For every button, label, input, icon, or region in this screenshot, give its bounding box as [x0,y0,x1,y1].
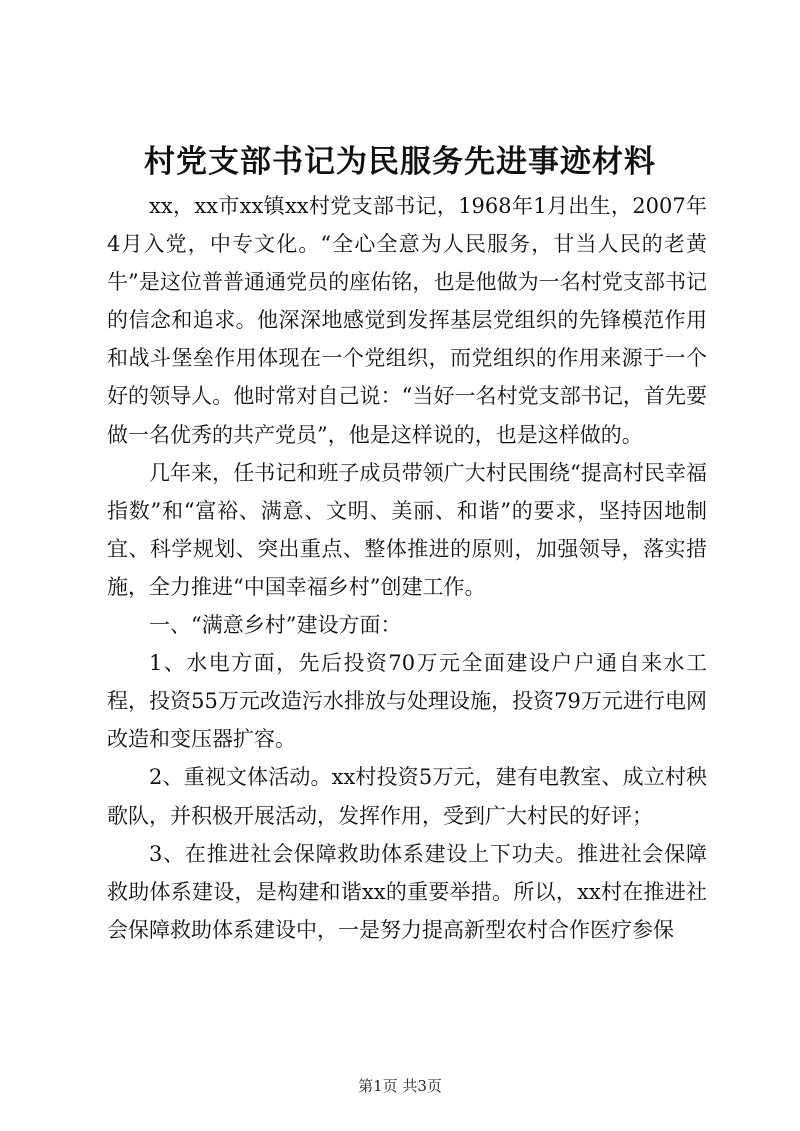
paragraph-item-1: 1、水电方面，先后投资70万元全面建设户户通自来水工程，投资55万元改造污水排放与处理设施，投资79万元进行电网改造和变压器扩容。 [107,651,707,752]
paragraph-item-2: 2、重视文体活动。xx村投资5万元，建有电教室、成立村秧歌队，并积极开展活动，发挥作用，受到广大村民的好评； [107,765,707,828]
paragraph-intro: xx，xx市xx镇xx村党支部书记，1968年1月出生，2007年4月入党，中专文化。“全心全意为人民服务，甘当人民的老黄牛”是这位普普通通党员的座佑铭，也是他做为一名村党支部书记的信念和追求。他深深地感觉到发挥基层党组织的先锋模范作用和战斗堡垒作用体现在一个党组织，而党组织的作用来源于一个好的领导人。他时常对自己说：“当好一名村党支部书记，首先要做一名优秀的共产党员”，他是这样说的，也是这样做的。 [107,194,707,447]
paragraph-item-3: 3、在推进社会保障救助体系建设上下功夫。推进社会保障救助体系建设，是构建和谐xx的重要举措。所以，xx村在推进社会保障救助体系建设中，一是努力提高新型农村合作医疗参保 [107,841,707,942]
page-footer: 第1页 共3页 [358,1077,442,1095]
document-body [107,187,707,949]
document-title: 村党支部书记为民服务先进事迹材料 [144,144,656,180]
paragraph-overview: 几年来，任书记和班子成员带领广大村民围绕“提高村民幸福指数”和“富裕、满意、文明、美丽、和谐”的要求，坚持因地制宜、科学规划、突出重点、整体推进的原则，加强领导，落实措施，全力推进“中国幸福乡村”创建工作。 [107,460,707,599]
section-heading: 一、“满意乡村”建设方面： [149,613,402,638]
